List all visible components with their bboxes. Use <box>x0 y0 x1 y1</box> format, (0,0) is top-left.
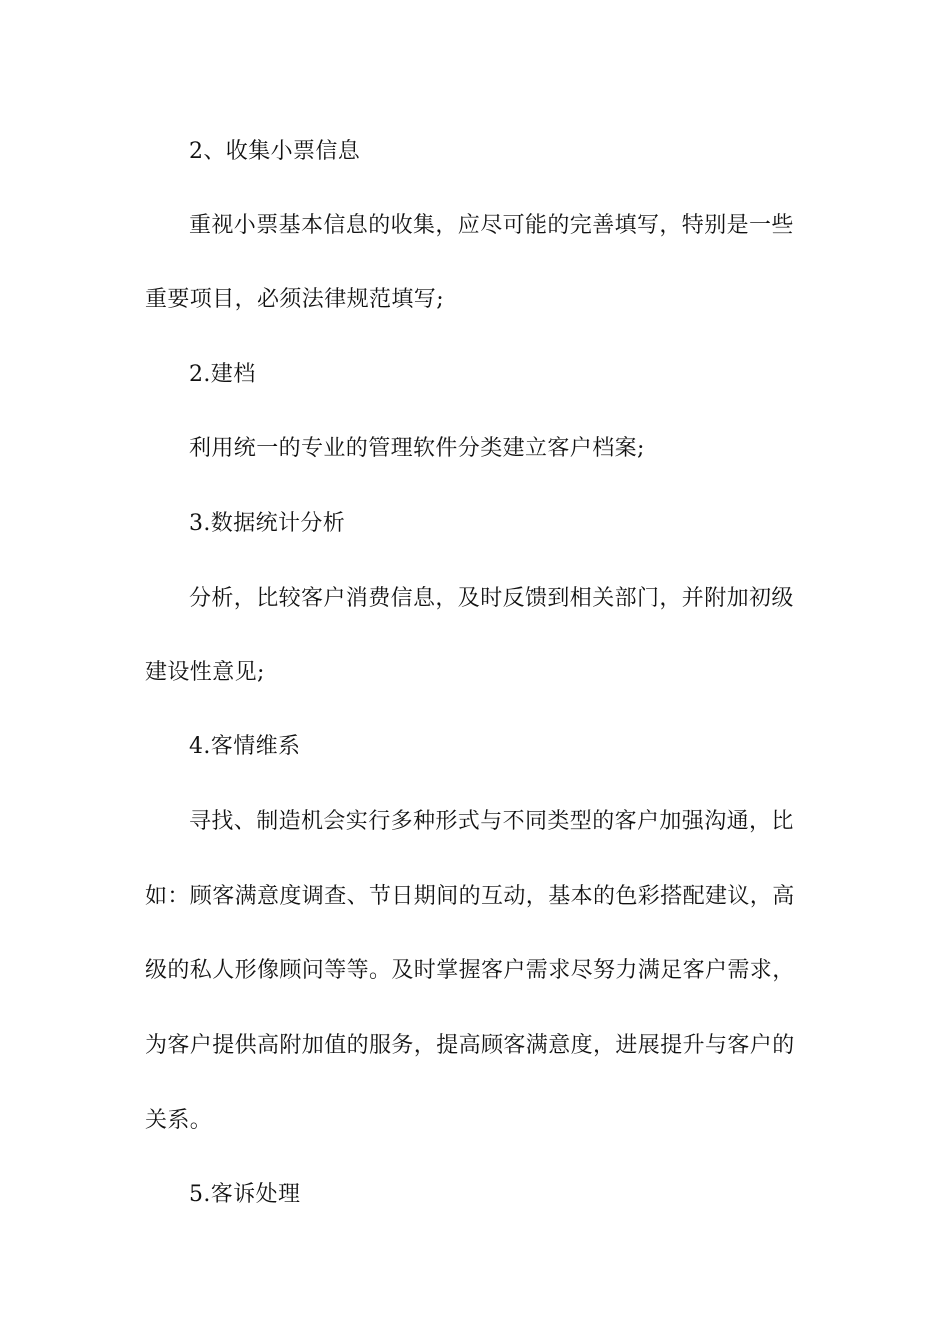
paragraph-receipt-line-1: 重视小票基本信息的收集，应尽可能的完善填写，特别是一些 <box>189 213 794 238</box>
heading-complaint-handling: 5.客诉处理 <box>189 1182 301 1207</box>
heading-customer-relations: 4.客情维系 <box>189 734 301 759</box>
paragraph-relations-line-4: 为客户提供高附加值的服务，提高顾客满意度，进展提升与客户的 <box>145 1033 795 1058</box>
paragraph-receipt-line-2: 重要项目，必须法律规范填写; <box>145 287 445 312</box>
paragraph-relations-line-5: 关系。 <box>145 1108 213 1133</box>
paragraph-analysis-line-1: 分析，比较客户消费信息，及时反馈到相关部门，并附加初级 <box>189 586 794 611</box>
paragraph-archiving: 利用统一的专业的管理软件分类建立客户档案; <box>189 436 645 461</box>
heading-data-analysis: 3.数据统计分析 <box>189 511 346 536</box>
heading-collect-receipt-info: 2、收集小票信息 <box>189 139 361 164</box>
paragraph-relations-line-1: 寻找、制造机会实行多种形式与不同类型的客户加强沟通，比 <box>189 809 794 834</box>
paragraph-relations-line-3: 级的私人形像顾问等等。及时掌握客户需求尽努力满足客户需求， <box>145 958 795 983</box>
paragraph-relations-line-2: 如：顾客满意度调查、节日期间的互动，基本的色彩搭配建议，高 <box>145 884 795 909</box>
paragraph-analysis-line-2: 建设性意见; <box>145 660 265 685</box>
heading-archiving: 2.建档 <box>189 362 256 387</box>
